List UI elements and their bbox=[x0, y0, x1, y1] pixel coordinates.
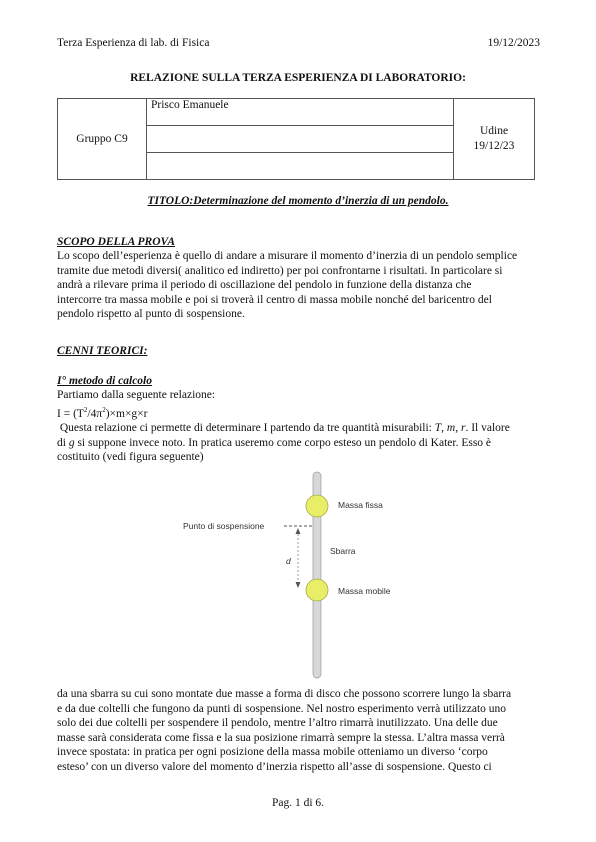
empty-member-cell bbox=[147, 153, 454, 180]
label-pivot: Punto di sospensione bbox=[183, 521, 265, 531]
place-date-cell bbox=[454, 99, 535, 180]
description-line: invece spostata: in pratica per ogni posizione della massa mobile otteniamo un diverso ‘corpo bbox=[57, 746, 488, 759]
method-line: Partiamo dalla seguente relazione: bbox=[57, 389, 216, 401]
document-title: TITOLO:Determinazione del momento d’inerzia di un pendolo. bbox=[147, 195, 449, 207]
description-paragraph bbox=[57, 687, 543, 775]
header-left: Terza Esperienza di lab. di Fisica bbox=[57, 37, 210, 49]
label-mobile-mass: Massa mobile bbox=[338, 586, 391, 596]
page-footer: Pag. 1 di 6. bbox=[271, 797, 325, 809]
scope-line: Lo scopo dell’esperienza è quello di andare a misurare il momento d’inerzia di un pendolo semplice bbox=[57, 250, 518, 262]
distance-arrow-up bbox=[296, 528, 301, 534]
group-cell: Gruppo C9 bbox=[58, 99, 147, 180]
empty-member-cell bbox=[147, 126, 454, 153]
formula bbox=[57, 403, 543, 421]
label-distance: d bbox=[286, 556, 291, 566]
distance-arrow-down bbox=[296, 582, 301, 588]
member-cell: Prisco Emanuele bbox=[147, 99, 454, 126]
description-line: da una sbarra su cui sono montate due masse a forma di disco che possono scorrere lungo la sbarra bbox=[57, 688, 512, 700]
scope-paragraph bbox=[57, 249, 543, 322]
method-line: di g si suppone invece noto. In pratica useremo come corpo esteso un pendolo di Kater. Esso è bbox=[57, 436, 492, 449]
formula-part: I = (T bbox=[57, 407, 84, 420]
description-line: masse sarà considerata come fissa e la sua posizione rimarrà sempre la stessa. L’altra massa verrà bbox=[57, 731, 505, 744]
description-line: esteso’ con un diverso valore del momento d’inerzia rispetto all’asse di sospensione. Questo ci bbox=[57, 760, 492, 773]
date-text: 19/12/23 bbox=[473, 140, 515, 152]
mobile-mass-disk bbox=[306, 579, 328, 601]
label-bar: Sbarra bbox=[330, 546, 356, 556]
group-table bbox=[57, 98, 535, 180]
method-line: costituito (vedi figura seguente) bbox=[57, 451, 204, 464]
formula-part: )×m×g×r bbox=[105, 407, 148, 420]
scope-line: pendolo rispetto al punto di sospensione. bbox=[57, 308, 245, 321]
method-line: Questa relazione ci permette di determinare I partendo da tre quantità misurabili: T, m, r. Il valore bbox=[57, 422, 510, 435]
formula-sup: 2 bbox=[102, 405, 106, 414]
formula-part: /4π bbox=[87, 407, 103, 420]
header-date: 19/12/2023 bbox=[487, 37, 540, 49]
fixed-mass-disk bbox=[306, 495, 328, 517]
scope-line: andrà a rilevare prima il periodo di oscillazione del pendolo in funzione della distanza che bbox=[57, 279, 472, 292]
place-text: Udine bbox=[479, 125, 509, 137]
theory-heading: CENNI TEORICI: bbox=[57, 345, 148, 357]
method-paragraph bbox=[57, 388, 543, 465]
description-line: e da due coltelli che fungono da punti di sospensione. Nel nostro esperimento verrà utilizzato uno bbox=[57, 702, 507, 715]
scope-heading: SCOPO DELLA PROVA bbox=[57, 236, 175, 248]
pendulum-figure bbox=[180, 468, 400, 680]
label-fixed-mass: Massa fissa bbox=[338, 500, 383, 510]
scope-line: tramite due metodi diversi( analitico ed indiretto) per poi confrontarne i risultati. In particolare si bbox=[57, 264, 503, 277]
scope-line: intercorre tra massa mobile e poi si troverà il centro di massa mobile nonché del baricentro del bbox=[57, 293, 492, 306]
formula-sup: 2 bbox=[83, 405, 88, 414]
description-line: solo dei due coltelli per sospendere il pendolo, mentre l’altro rimarrà inutilizzato. Una delle due bbox=[57, 717, 498, 730]
main-title: RELAZIONE SULLA TERZA ESPERIENZA DI LABORATORIO: bbox=[130, 72, 466, 84]
method-heading: I° metodo di calcolo bbox=[57, 375, 152, 387]
